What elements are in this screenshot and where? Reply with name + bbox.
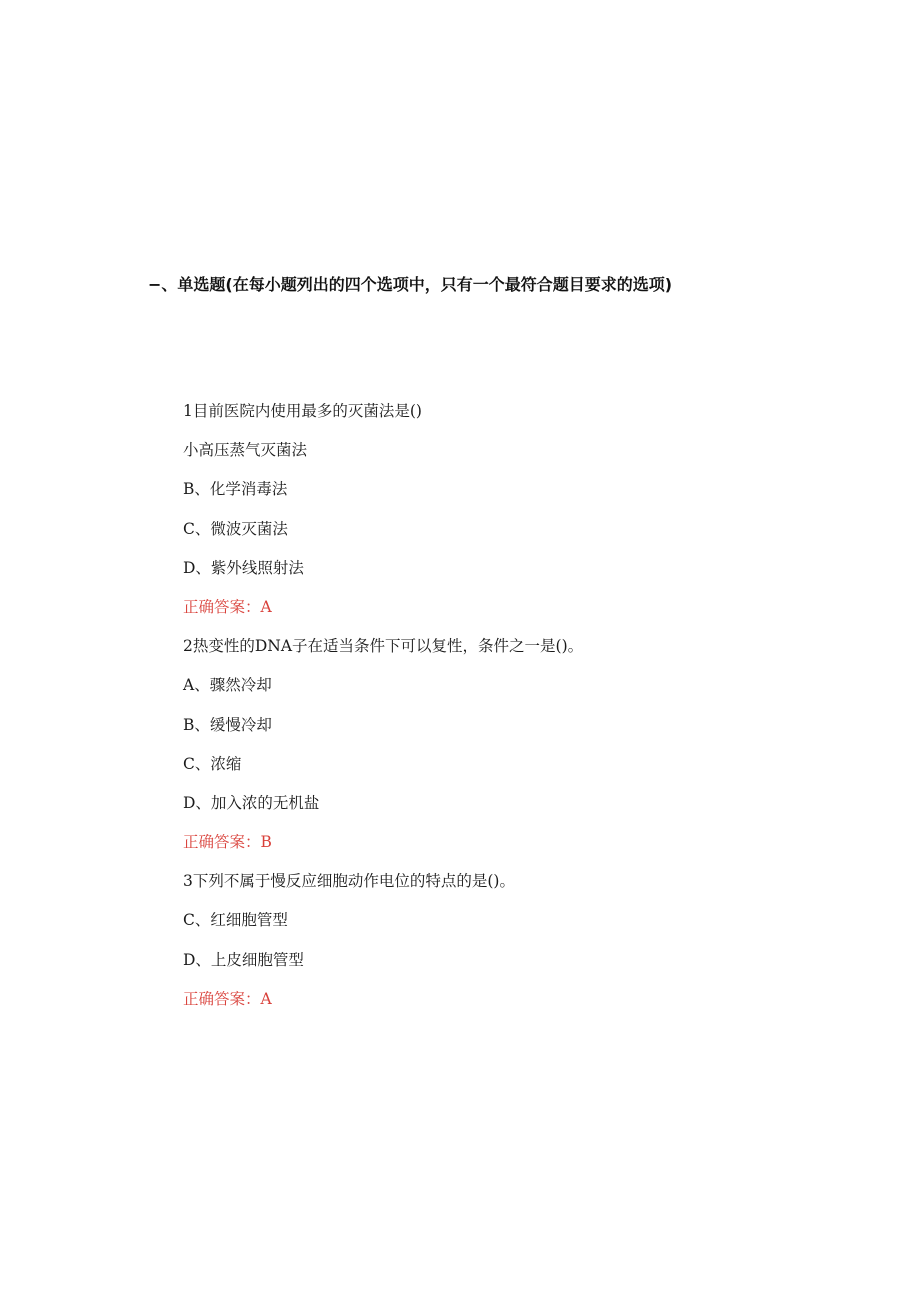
option-c: C、浓缩 [183,754,242,773]
option-a: 小高压蒸气灭菌法 [183,441,308,460]
correct-answer: 正确答案：A [183,597,272,616]
question-stem: 1目前医院内使用最多的灭菌法是() [183,402,422,420]
option-d: D、加入浓的无机盐 [183,793,320,812]
question-list [183,392,823,1019]
correct-answer: 正确答案：B [183,833,272,852]
option-c: C、红细胞管型 [183,911,288,930]
option-a: A、骤然冷却 [183,676,272,695]
question-stem: 3下列不属于慢反应细胞动作电位的特点的是()。 [183,872,515,891]
question-3 [183,862,823,1019]
option-d: D、紫外线照射法 [183,558,304,577]
question-2 [183,627,823,862]
option-b: B、化学消毒法 [183,480,288,499]
option-c: C、微波灭菌法 [183,519,288,538]
option-d: D、上皮细胞管型 [183,950,304,969]
section-heading: −、单选题(在每小题列出的四个选项中，只有一个最符合题目要求的选项) [148,275,673,294]
question-stem: 2热变性的DNA子在适当条件下可以复性，条件之一是()。 [183,637,584,656]
option-b: B、缓慢冷却 [183,715,272,734]
question-1 [183,392,823,627]
correct-answer: 正确答案：A [183,989,272,1008]
